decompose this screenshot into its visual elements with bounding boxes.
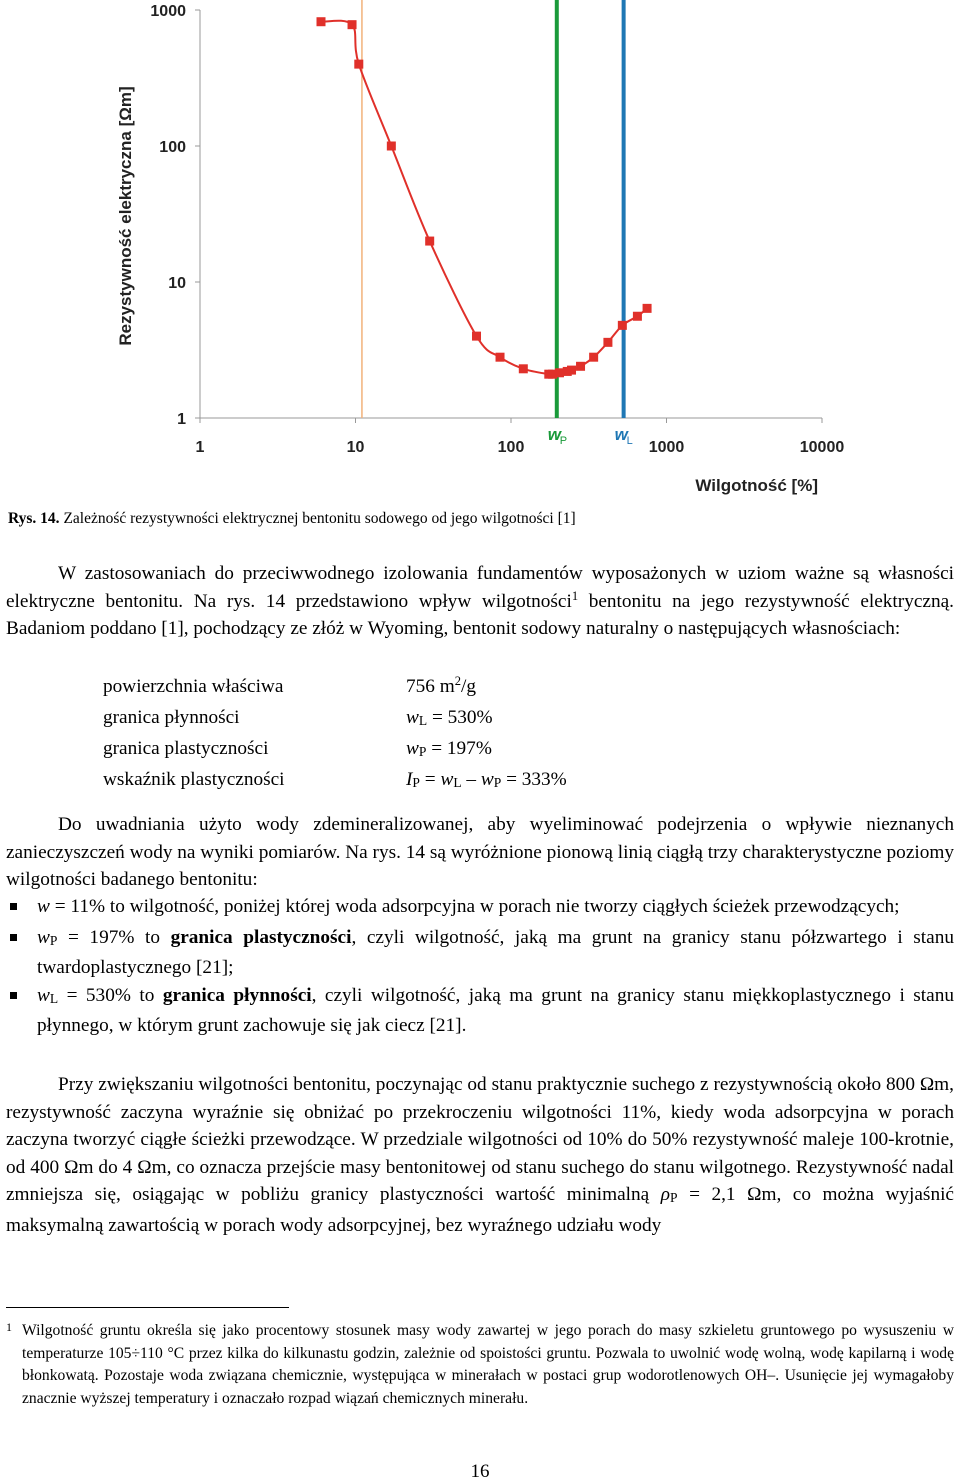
footnote-number: 1 [6,1320,12,1334]
paragraph-method: Do uwadniania użyto wody zdemineralizowanej, aby wyeliminować podejrzenia o wpływie nieznanych zanieczyszczeń wody na wyniki pomiarów. Na rys. 14 są wyróżnione pionową linią ciągłą trzy charakterystyczne poziomy wilgotności badanego bentonitu: [6,814,955,890]
bullet-square-icon [10,903,17,910]
y-tick-labels [150,3,186,428]
bullet-list [6,893,954,1040]
data-point [425,237,434,246]
x-tick-label: 1000 [648,439,685,456]
x-tick-label: 10000 [799,439,845,456]
para1-text-a: W zastosowaniach do przeciwwodnego izolowania fundamentów wyposażonych w uziom ważne są własności elektryczne bentonitu. Na rys. 14 przedstawiono wpływ wilgotności [6,563,954,612]
caption-text: Zależność rezystywności elektrycznej bentonitu sodowego od jego wilgotności [1] [59,510,576,527]
page-number: 16 [470,1461,490,1482]
footnote-ref[interactable]: 1 [571,588,579,603]
footnote-divider [6,1307,289,1308]
x-tick-label: 10 [346,439,365,456]
property-name: powierzchnia właściwa [103,676,284,697]
footnote [6,1320,954,1410]
bullet-square-icon [10,992,17,999]
paragraph-intro [6,560,954,643]
data-point [633,312,642,321]
data-point [496,353,505,362]
reference-line-label: w [547,425,562,444]
caption-label: Rys. 14. [8,510,60,527]
data-point [317,17,326,26]
x-axis-label: Wilgotność [%] [695,476,818,495]
data-curve [321,21,647,375]
property-row [103,738,703,769]
y-tick-label: 1 [177,411,186,428]
data-point [603,338,612,347]
data-point [618,321,627,330]
property-row [103,707,703,738]
resistivity-chart [0,0,960,500]
list-item: $w_L = 530\%$ to granica płynności, czyli wilgotność, jaką ma grunt na granicy stanu miękkoplastycznego i stanu płynnego, w którym grunt zachowuje się jak ciecz [21]. [6,982,954,1040]
properties-list [103,676,703,800]
y-tick-label: 10 [168,275,186,292]
reference-line-sublabel: L [626,435,633,447]
x-tick-label: 100 [497,439,525,456]
reference-line-label: w [614,425,628,444]
property-value: $w_P = 197\%$ [406,738,492,759]
property-value: $w_L = 530\%$ [406,707,493,728]
list-item: w = 11% to wilgotność, poniżej której woda adsorpcyjna w porach nie tworzy ciągłych ścieżek przewodzących; [6,893,954,924]
x-tick-labels [196,439,845,456]
reference-lines [362,0,633,447]
para1-text-b: bentonitu na jego rezystywność elektryczną. Badaniom poddano [1], pochodzący ze złóż w Wyoming, bentonit sodowy naturalny o następujących własnościach: [6,590,954,639]
paragraph-discussion: Przy zwiększaniu wilgotności bentonitu, poczynając od stanu praktycznie suchego z rezystywnością około 800 Ωm, rezystywność zaczyna wyraźnie się obniżać po przekroczeniu wilgotności 11%, kiedy woda adsorpcyjna w porach zaczyna tworzyć ciągłe ścieżki przewodzące. W przedziale wilgotności od 10% do 50% rezystywność maleje 100-krotnie, od 400 Ωm do 4 Ωm, co oznacza przejście masy bentonitowej od stanu suchego do stanu wilgotnego. Rezystywność nadal zmniejsza się, osiągając w pobliżu granicy plastyczności wartość minimalną $\rho_P = 2,1$ Ωm, co można wyjaśnić maksymalną zawartością w porach wody adsorpcyjnej, bez wyraźnego udziału wody [6,1074,954,1236]
x-tick-label: 1 [195,439,205,456]
data-point [576,362,585,371]
figure-caption [8,510,576,528]
data-point [589,353,598,362]
property-name: granica plastyczności [103,738,269,759]
property-value: 756 $m^2/g$ [406,674,477,697]
data-point [555,368,564,377]
property-name: wskaźnik plastyczności [103,769,285,790]
data-point [348,20,357,29]
chart-axes [195,10,822,423]
data-point [643,304,652,313]
data-points [317,17,652,378]
footnote-text: Wilgotność gruntu określa się jako procentowy stosunek masy wody zawartej w jego porach do masy szkieletu gruntowego po wysuszeniu w temperaturze 105÷110 °C przez kilka do kilkunastu godzin, zależnie od spoistości gruntu. Pozwala to uwolnić wodę wolną, wodę kapilarną i wodę błonkowatą. Pozostaje woda związana chemicznie, występująca w minerałach w postaci grup wodorotlenowych OH–. Usunięcie jej wymagałoby znacznie wyższej temperatury i oznaczało rozpad wiązań chemicznych minerału. [22,1322,954,1407]
property-value: $I_P = w_L - w_P = 333\%$ [406,769,567,790]
y-axis-label: Rezystywność elektryczna [Ωm] [116,86,135,346]
data-point [519,364,528,373]
y-tick-label: 1000 [150,3,186,20]
list-item: $w_P = 197\%$ to granica plastyczności, czyli wilgotność, jaką ma grunt na granicy stanu półzwartego i stanu twardoplastycznego [21]; [6,924,954,982]
property-row [103,769,703,800]
data-point [387,142,396,151]
data-point [472,332,481,341]
reference-line-sublabel: P [559,435,568,447]
bullet-square-icon [10,934,17,941]
property-row [103,676,703,707]
data-point [354,60,363,69]
property-name: granica płynności [103,707,240,728]
y-tick-label: 100 [159,139,186,156]
data-point [567,366,576,375]
